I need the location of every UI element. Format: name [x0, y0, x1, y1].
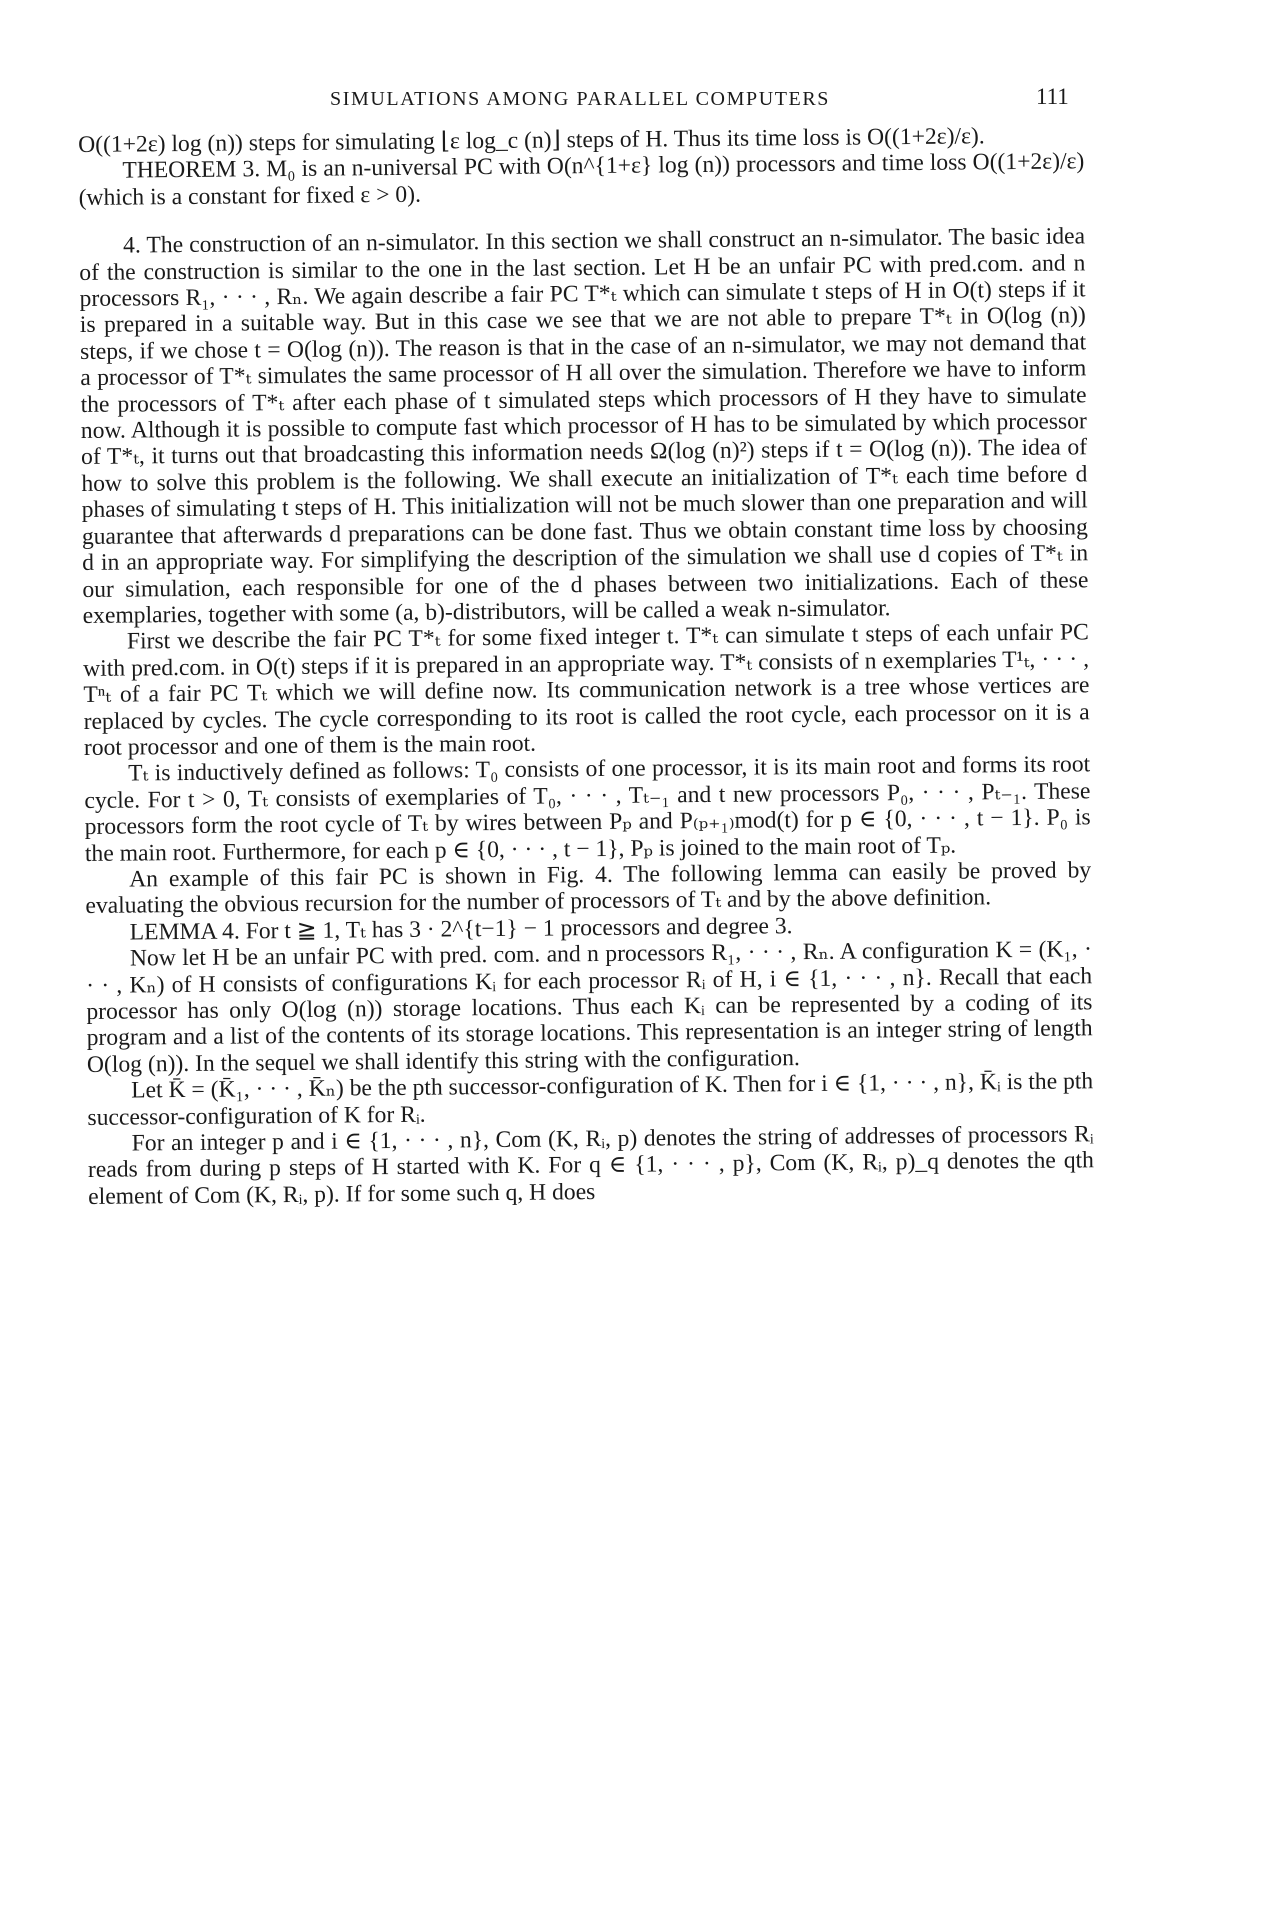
body-text	[78, 122, 1094, 1210]
lemma-4: LEMMA 4. For t ≧ 1, Tₜ has 3 · 2^{t−1} − 1 processors and degree 3.	[129, 912, 793, 946]
paragraph-successor: Let K̄ = (K̄₁, · · · , K̄ₙ) be the pth successor-configuration of K. Then for i ∈ {1, · · · , n}, K̄ᵢ is the pth successor-configuration of K for Rᵢ.	[87, 1068, 1094, 1131]
paragraph-inductive-definition: Tₜ is inductively defined as follows: T₀ consists of one processor, it is its main root and forms its root cycle. For t > 0, Tₜ consists of exemplaries of T₀, · · · , Tₜ₋₁ and t new processors P₀, · · · , Pₜ₋₁. These processors form the root cycle of Tₜ by wires between Pₚ and P₍ₚ₊₁₎mod(t) for p ∈ {0, · · · , t − 1}. P₀ is the main root. Furthermore, for each p ∈ {0, · · · , t − 1}, Pₚ is joined to the main root of Tₚ.	[84, 751, 1091, 867]
paragraph-continuation: O((1+2ε) log (n)) steps for simulating ⌊ε log_c (n)⌋ steps of H. Thus its time loss is O((1+2ε)/ε).	[78, 123, 985, 158]
section-4-intro: 4. The construction of an n-simulator. In this section we shall construct an n-simulator. The basic idea of the construction is similar to the one in the last section. Let H be an unfair PC with pred.com. and n processors R₁, · · · , Rₙ. We again describe a fair PC T*ₜ which can simulate t steps of H in O(t) steps if it is prepared in a suitable way. But in this case we see that we are not able to prepare T*ₜ in O(log (n)) steps, if we chose t = O(log (n)). The reason is that in the case of an n-simulator, we may not demand that a processor of T*ₜ simulates the same processor of H all over the simulation. Therefore we have to inform the processors of T*ₜ after each phase of t simulated steps which processors of H they have to simulate now. Although it is possible to compute fast which processor of H has to be simulated by which processor of T*ₜ, it turns out that broadcasting this information needs Ω(log (n)²) steps if t = O(log (n)). The idea of how to solve this problem is the following. We shall execute an initialization of T*ₜ each time before d phases of simulating t steps of H. This initialization will not be much slower than one preparation and will guarantee that afterwards d preparations can be done fast. Thus we obtain constant time loss by choosing d in an appropriate way. For simplifying the description of the simulation we shall use d copies of T*ₜ in our simulation, each responsible for one of the d phases between two initializations. Each of these exemplaries, together with some (a, b)-distributors, will be called a weak n-simulator.	[79, 223, 1089, 629]
paragraph-com: For an integer p and i ∈ {1, · · · , n}, Com (K, Rᵢ, p) denotes the string of addresses of processors Rᵢ reads from during p steps of H started with K. For q ∈ {1, · · · , p}, Com (K, Rᵢ, p)_q denotes the qth element of Com (K, Rᵢ, p). If for some such q, H does	[87, 1121, 1095, 1210]
page-number: 111	[1036, 84, 1069, 109]
running-head: SIMULATIONS AMONG PARALLEL COMPUTERS	[329, 88, 831, 110]
paragraph-fair-pc: First we describe the fair PC T*ₜ for some fixed integer t. T*ₜ can simulate t steps of each unfair PC with pred.com. in O(t) steps if it is prepared in an appropriate way. T*ₜ consists of n exemplaries T¹ₜ, · · · , Tⁿₜ of a fair PC Tₜ which we will define now. Its communication network is a tree whose vertices are replaced by cycles. The cycle corresponding to its root is called the root cycle, each processor on it is a root processor and one of them is the main root.	[83, 619, 1090, 761]
theorem-3: THEOREM 3. M₀ is an n-universal PC with O(n^{1+ε} log (n)) processors and time loss O((1+2ε)/ε) (which is a constant for fixed ε > 0).	[78, 148, 1085, 211]
paragraph-configuration: Now let H be an unfair PC with pred. com. and n processors R₁, · · · , Rₙ. A configuration K = (K₁, · · · , Kₙ) of H consists of configurations Kᵢ for each processor Rᵢ of H, i ∈ {1, · · · , n}. Recall that each processor has only O(log (n)) storage locations. Thus each Kᵢ can be represented by a coding of its program and a list of the contents of its storage locations. This representation is an integer string of length O(log (n)). In the sequel we shall identify this string with the configuration.	[86, 936, 1093, 1078]
paragraph-example: An example of this fair PC is shown in Fig. 4. The following lemma can easily be proved by evaluating the obvious recursion for the number of processors of Tₜ and by the above definition.	[85, 857, 1092, 920]
